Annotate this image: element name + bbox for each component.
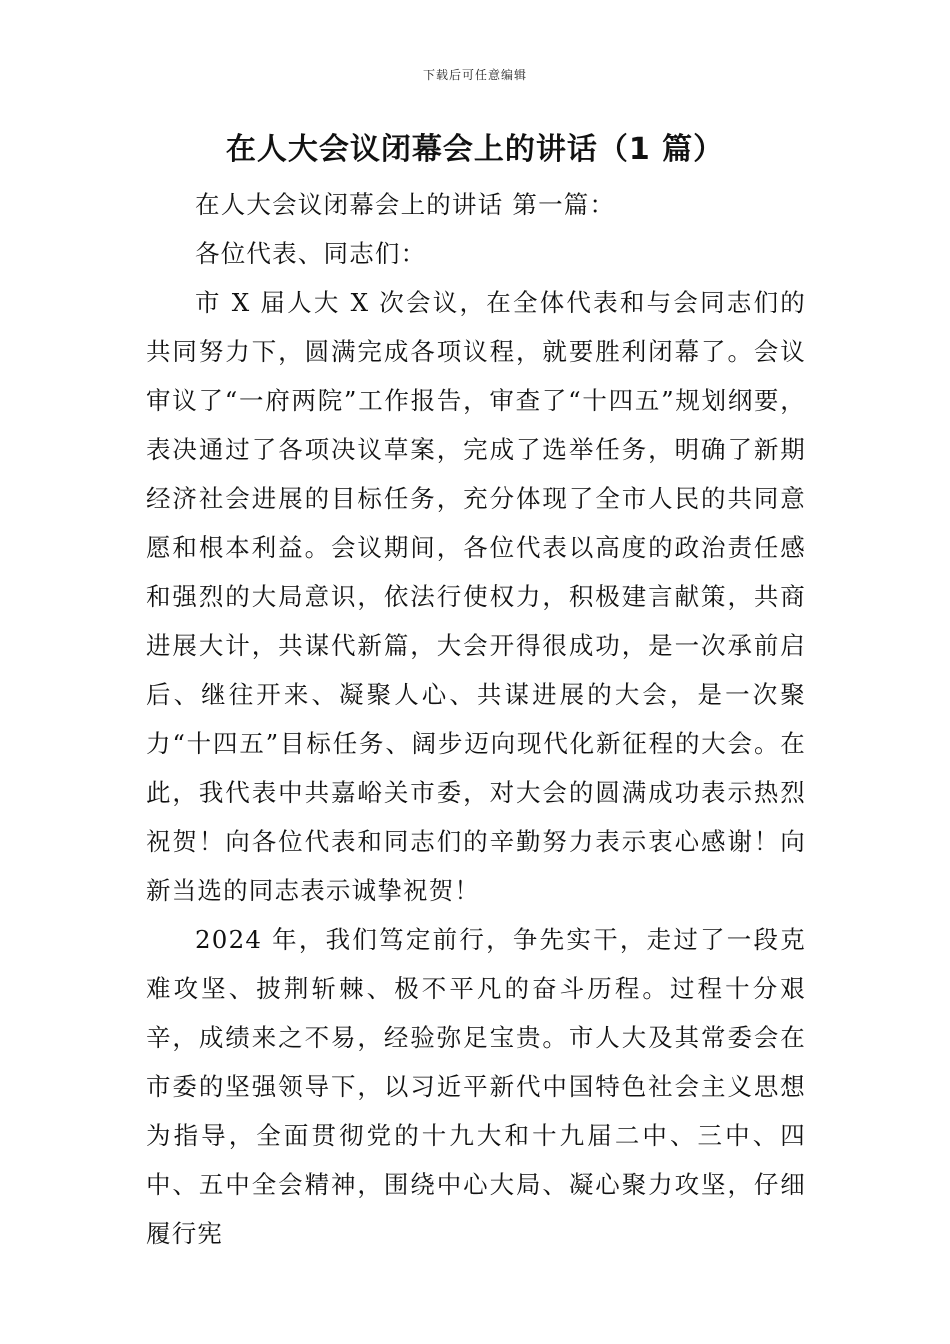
paragraph-salutation: 各位代表、同志们：	[195, 239, 427, 268]
document-body	[146, 180, 806, 1258]
paragraph-subtitle: 在人大会议闭幕会上的讲话 第一篇：	[195, 190, 616, 219]
paragraph-body: 2024 年，我们笃定前行，争先实干，走过了一段克难攻坚、披荆斩棘、极不平凡的奋斗历程。过程十分艰辛，成绩来之不易，经验弥足宝贵。市人大及其常委会在市委的坚强领导下，以习近平新代中国特色社会主义思想为指导，全面贯彻党的十九大和十九届二中、三中、四中、五中全会精神，围绕中心大局、凝心聚力攻坚，仔细履行宪	[146, 925, 806, 1248]
paragraph-body: 市 X 届人大 X 次会议，在全体代表和与会同志们的共同努力下，圆满完成各项议程，就要胜利闭幕了。会议审议了“一府两院”工作报告，审查了“十四五”规划纲要，表决通过了各项决议草案，完成了选举任务，明确了新期经济社会进展的目标任务，充分体现了全市人民的共同意愿和根本利益。会议期间，各位代表以高度的政治责任感和强烈的大局意识，依法行使权力，积极建言献策，共商进展大计，共谋代新篇，大会开得很成功，是一次承前启后、继往开来、凝聚人心、共谋进展的大会，是一次聚力“十四五”目标任务、阔步迈向现代化新征程的大会。在此，我代表中共嘉峪关市委，对大会的圆满成功表示热烈祝贺！向各位代表和同志们的辛勤努力表示衷心感谢！向新当选的同志表示诚挚祝贺！	[146, 288, 806, 905]
document-title: 在人大会议闭幕会上的讲话（1 篇）	[225, 132, 725, 167]
header-note: 下载后可任意编辑	[422, 68, 527, 82]
